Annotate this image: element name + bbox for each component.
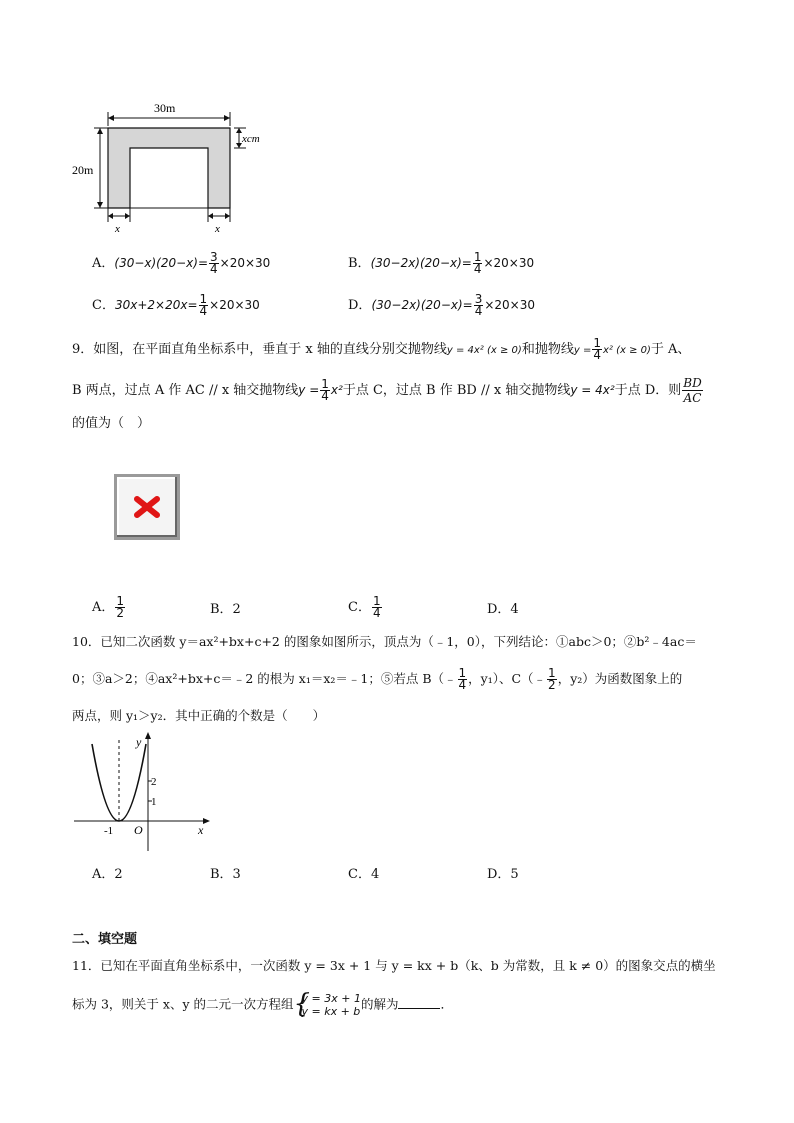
q11-equation-system: { y = 3x + 1 y = kx + b — [293, 989, 361, 1019]
q9-line-3: 的值为（ ） — [72, 416, 151, 431]
q8-figure — [72, 98, 282, 238]
q10-line-3: 两点，则 y₁＞y₂．其中正确的个数是（ ） — [72, 708, 326, 723]
y-axis-arrow — [145, 732, 151, 739]
q9-option-c[interactable]: C． $\frac{1}{4}$ — [348, 594, 381, 620]
q8-option-a[interactable]: A．(30−x)(20−x)= $\frac{3}{4}$ ×20×30 — [92, 250, 271, 276]
q9-option-d[interactable]: D．4 — [487, 602, 519, 617]
q10-option-d[interactable]: D．5 — [487, 867, 519, 882]
q10-option-c[interactable]: C．4 — [348, 867, 380, 882]
q10-option-b[interactable]: B．3 — [210, 867, 241, 882]
q11-line-1: 11．已知在平面直角坐标系中，一次函数 y = 3x + 1 与 y = kx + b（k、b 为常数，且 k ≠ 0）的图象交点的横坐 — [72, 958, 716, 973]
q10-line-1: 10．已知二次函数 y＝ax²+bx+c+2 的图象如图所示，顶点为（﹣1，0），下列结论：①abc＞0；②b²﹣4ac＝ — [72, 634, 697, 649]
q8-label-left: 20m — [72, 163, 94, 177]
q10-parabola-graph — [72, 730, 212, 854]
q8-label-bottom-right: x — [215, 223, 220, 235]
q8-label-bottom-left: x — [115, 223, 120, 235]
q8-option-d[interactable]: D．(30−2x)(20−x)= $\frac{3}{4}$ ×20×30 — [348, 292, 536, 318]
q9-line-1: 9．如图，在平面直角坐标系中，垂直于 x 轴的直线分别交抛物线y = 4x² (x ≥ 0)和抛物线y = $\frac{1}{4}$ x² (x ≥ 0)于 A、 — [72, 336, 691, 362]
q8-option-b[interactable]: B．(30−2x)(20−x)= $\frac{1}{4}$ ×20×30 — [348, 250, 535, 276]
section-title-fill-in: 二、填空题 — [72, 932, 138, 947]
q8-label-right: xcm — [242, 133, 260, 145]
q10-origin-label: O — [134, 823, 143, 837]
q10-y-label: y — [136, 735, 142, 749]
q10-x-label: x — [198, 823, 204, 837]
q10-tick-1: 1 — [151, 796, 157, 808]
q9-option-a[interactable]: A． $\frac{1}{2}$ — [92, 594, 125, 620]
q10-line-2: 0；③a＞2；④ax²+bx+c＝﹣2 的根为 x₁＝x₂＝﹣1；⑤若点 B（﹣ $\frac{1}{4}$ ，y₁）、C（﹣ $\frac{1}{2}$ ，y₂）为函数图象上的 — [72, 666, 683, 692]
q9-option-b[interactable]: B．2 — [210, 602, 241, 617]
q11-line-2: 标为 3，则关于 x、y 的二元一次方程组 { y = 3x + 1 y = kx + b 的解为 ． — [72, 989, 453, 1019]
q9-line-2: B 两点，过点 A 作 AC // x 轴交抛物线y = $\frac{1}{4}$ x²于点 C，过点 B 作 BD // x 轴交抛物线y = 4x²于点 D．则 $\frac{BD}{AC}$ — [72, 376, 702, 405]
x-axis-arrow — [203, 818, 210, 824]
q10-tick-neg1: -1 — [104, 825, 114, 837]
q10-tick-2: 2 — [151, 776, 157, 788]
q8-label-top: 30m — [154, 101, 176, 115]
q10-option-a[interactable]: A．2 — [92, 867, 123, 882]
broken-image-icon — [114, 474, 180, 540]
q8-option-c[interactable]: C．30x+2×20x= $\frac{1}{4}$ ×20×30 — [92, 292, 260, 318]
q11-answer-blank[interactable] — [398, 995, 440, 1009]
